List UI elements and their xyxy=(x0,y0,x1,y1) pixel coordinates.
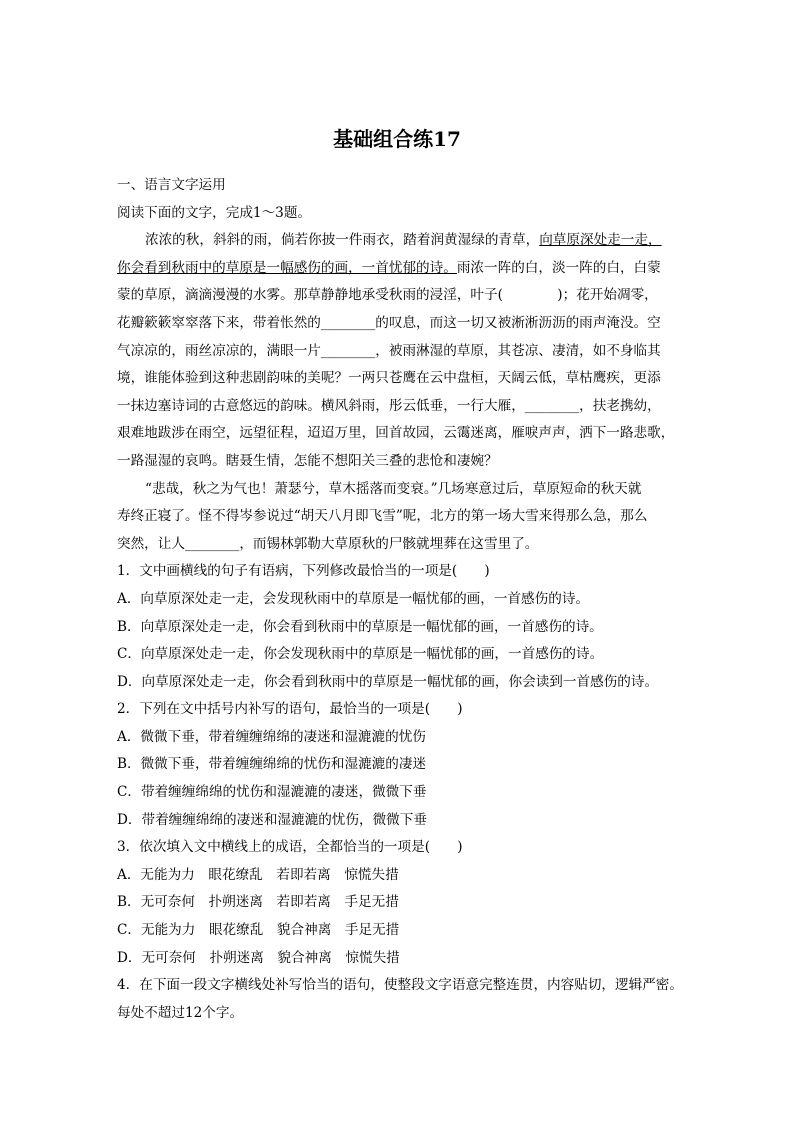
answer-option-a: A．微微下垂，带着缠缠绵绵的凄迷和湿漉漉的忧伤 xyxy=(117,728,426,745)
page-title: 基础组合练17 xyxy=(333,127,461,151)
passage-line: 花瓣簌簌窣窣落下来，带着怅然的________的叹息，而这一切又被淅淅沥沥的雨声淹没。空 xyxy=(117,314,661,331)
instruction-text: 阅读下面的文字，完成1～3题。 xyxy=(117,204,312,221)
answer-option-d: D．无可奈何 扑朔迷离 貌合神离 惊慌失措 xyxy=(117,949,400,966)
underlined-sentence: 向草原深处走一走， xyxy=(539,232,662,249)
passage-line: 一抹边塞诗词的古意悠远的韵味。横风斜雨，彤云低垂，一行大雁，________，扶老携幼， xyxy=(117,397,661,414)
passage xyxy=(117,227,677,558)
question-3 xyxy=(117,834,677,972)
passage-line xyxy=(117,227,677,255)
question-2 xyxy=(117,696,677,834)
question-stem: 3．依次填入文中横线上的成语，全都恰当的一项是( ) xyxy=(117,839,463,856)
answer-option-b: B．微微下垂，带着缠缠绵绵的忧伤和湿漉漉的凄迷 xyxy=(117,756,427,773)
answer-option-d: D．带着缠缠绵绵的凄迷和湿漉漉的忧伤，微微下垂 xyxy=(117,811,427,828)
passage-line: 突然，让人________，而锡林郭勒大草原秋的尸骸就埋葬在这雪里了。 xyxy=(117,535,539,552)
answer-option-a: A．无能为力 眼花缭乱 若即若离 惊慌失措 xyxy=(117,866,399,883)
answer-option-b: B．向草原深处走一走，你会看到秋雨中的草原是一幅忧郁的画，一首感伤的诗。 xyxy=(117,618,603,635)
question-1 xyxy=(117,558,677,696)
passage-line: 境，谁能体验到这种悲剧韵味的美呢？一两只苍鹰在云中盘桓，天阔云低，草枯鹰疾，更添 xyxy=(117,370,661,387)
section-heading: 一、语言文字运用 xyxy=(117,177,226,193)
passage-line: 艰难地跋涉在雨空，远望征程，迢迢万里，回首故园，云霭迷离，雁唳声声，洒下一路悲歌， xyxy=(117,425,675,442)
passage-line: 气凉凉的，雨丝凉凉的，满眼一片________，被雨淋湿的草原，其苍凉、凄清，如不身临其 xyxy=(117,342,661,359)
passage-text: 浓浓的秋，斜斜的雨，倘若你披一件雨衣，踏着润黄湿绿的青草， xyxy=(145,232,540,249)
passage-line: 一路湿湿的哀鸣。瞎聂生情，怎能不想阳关三叠的悲怆和凄婉？ xyxy=(117,452,498,469)
passage-line: “悲哉，秋之为气也！萧瑟兮，草木摇落而变衰。”几场寒意过后，草原短命的秋天就 xyxy=(145,480,642,497)
question-stem: 1．文中画横线的句子有语病，下列修改最恰当的一项是( ) xyxy=(117,563,490,580)
passage-text: 雨浓一阵的白，淡一阵的白，白蒙 xyxy=(456,259,661,276)
question-4 xyxy=(117,972,683,1027)
answer-option-c: C．向草原深处走一走，你会发现秋雨中的草原是一幅忧郁的画，一首感伤的诗。 xyxy=(117,646,604,663)
answer-option-b: B．无可奈何 扑朔迷离 若即若离 手足无措 xyxy=(117,894,399,911)
passage-line xyxy=(117,255,677,283)
document-body xyxy=(117,172,683,1027)
answer-option-d: D．向草原深处走一走，你会看到秋雨中的草原是一幅忧郁的画，你会读到一首感伤的诗。 xyxy=(117,673,659,690)
passage-line: 寿终正寝了。怪不得岑参说过“胡天八月即飞雪”呢，北方的第一场大雪来得那么急，那么 xyxy=(117,508,648,525)
answer-option-c: C．无能为力 眼花缭乱 貌合神离 手足无措 xyxy=(117,922,400,939)
answer-option-c: C．带着缠缠绵绵的忧伤和湿漉漉的凄迷，微微下垂 xyxy=(117,784,427,801)
question-stem: 4．在下面一段文字横线处补写恰当的语句，使整段文字语意完整连贯，内容贴切，逻辑严密。 xyxy=(117,977,683,994)
passage-line: 蒙的草原，滴滴漫漫的水雾。那草静静地承受秋雨的浸淫，叶子( )；花开始凋零， xyxy=(117,287,658,304)
question-stem-continued: 每处不超过12个字。 xyxy=(117,1004,244,1021)
answer-option-a: A．向草原深处走一走，会发现秋雨中的草原是一幅忧郁的画，一首感伤的诗。 xyxy=(117,590,590,607)
underlined-sentence: 你会看到秋雨中的草原是一幅感伤的画，一首忧郁的诗。 xyxy=(117,259,457,276)
question-stem: 2．下列在文中括号内补写的语句，最恰当的一项是( ) xyxy=(117,701,463,718)
